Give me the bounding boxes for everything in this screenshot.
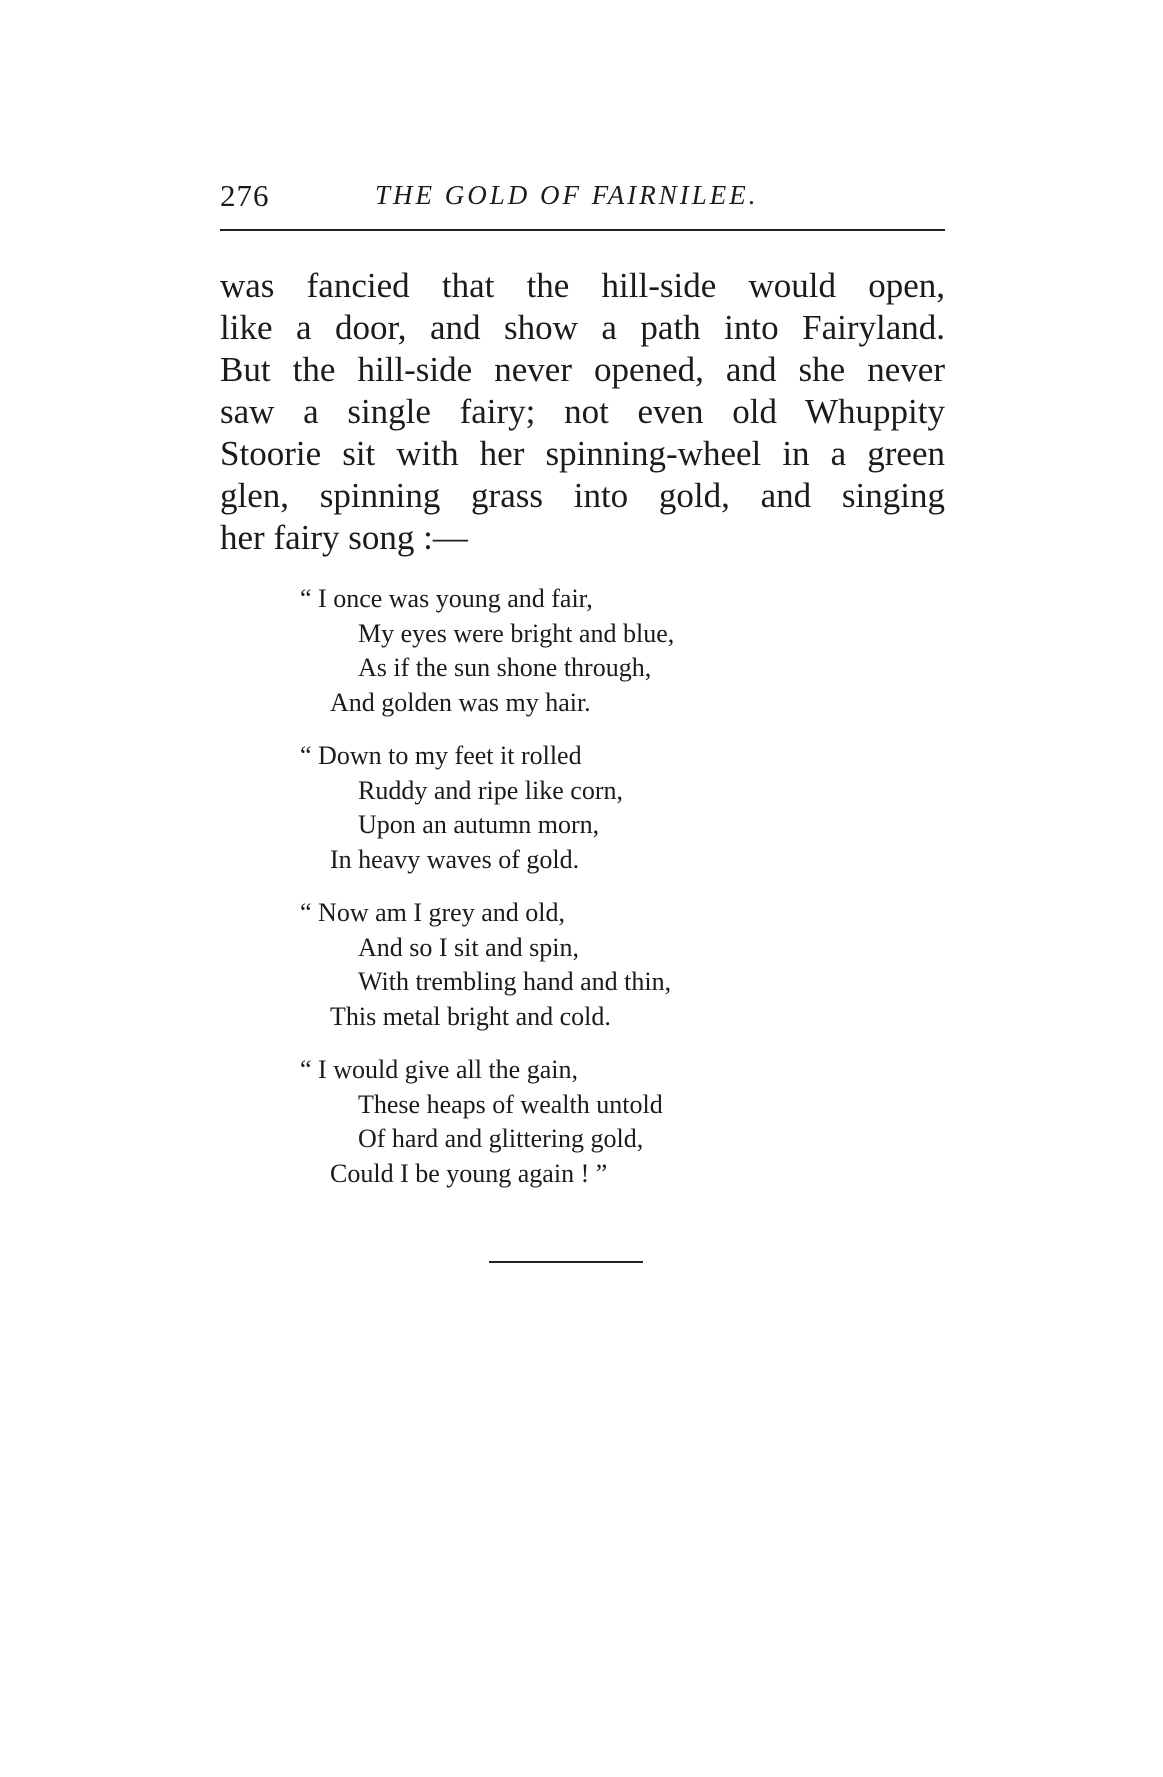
paragraph-line: Stoorie sit with her spinning-wheel in a green: [220, 434, 945, 473]
verse-line: This metal bright and cold.: [330, 1001, 611, 1031]
running-title: THE GOLD OF FAIRNILEE.: [375, 180, 759, 210]
verse-line: My eyes were bright and blue,: [358, 618, 675, 648]
song-stanza: [300, 739, 800, 877]
song-stanza: [300, 582, 800, 720]
chapter-end-rule: [489, 1261, 643, 1263]
page-number: 276: [220, 178, 270, 213]
verse-line: Could I be young again ! ”: [330, 1158, 608, 1188]
verse-line: In heavy waves of gold.: [330, 844, 580, 874]
verse-line: Of hard and glittering gold,: [358, 1124, 644, 1153]
paragraph-line: glen, spinning grass into gold, and singing: [220, 476, 945, 515]
verse-line: Upon an autumn morn,: [358, 810, 600, 839]
body-paragraph: [220, 265, 945, 559]
fairy-song: [300, 582, 800, 1210]
verse-line: “ I would give all the gain,: [300, 1055, 578, 1084]
verse-line: “ I once was young and fair,: [300, 584, 593, 613]
paragraph-line: saw a single fairy; not even old Whuppity: [220, 392, 945, 431]
running-head: [220, 178, 950, 228]
verse-line: “ Now am I grey and old,: [300, 898, 565, 927]
paragraph-line: her fairy song :—: [220, 518, 468, 557]
song-stanza: [300, 1053, 800, 1191]
verse-line: “ Down to my feet it rolled: [300, 741, 582, 770]
verse-line: And golden was my hair.: [330, 687, 591, 717]
verse-line: And so I sit and spin,: [358, 932, 579, 962]
paragraph-line: like a door, and show a path into Fairyland.: [220, 308, 945, 347]
verse-line: As if the sun shone through,: [358, 653, 652, 682]
verse-line: With trembling hand and thin,: [358, 967, 672, 996]
song-stanza: [300, 896, 800, 1034]
header-rule: [220, 229, 945, 231]
paragraph-line: But the hill-side never opened, and she never: [220, 350, 945, 389]
verse-line: Ruddy and ripe like corn,: [358, 775, 623, 805]
paragraph-line: was fancied that the hill-side would open,: [220, 266, 945, 305]
verse-line: These heaps of wealth untold: [358, 1089, 663, 1119]
